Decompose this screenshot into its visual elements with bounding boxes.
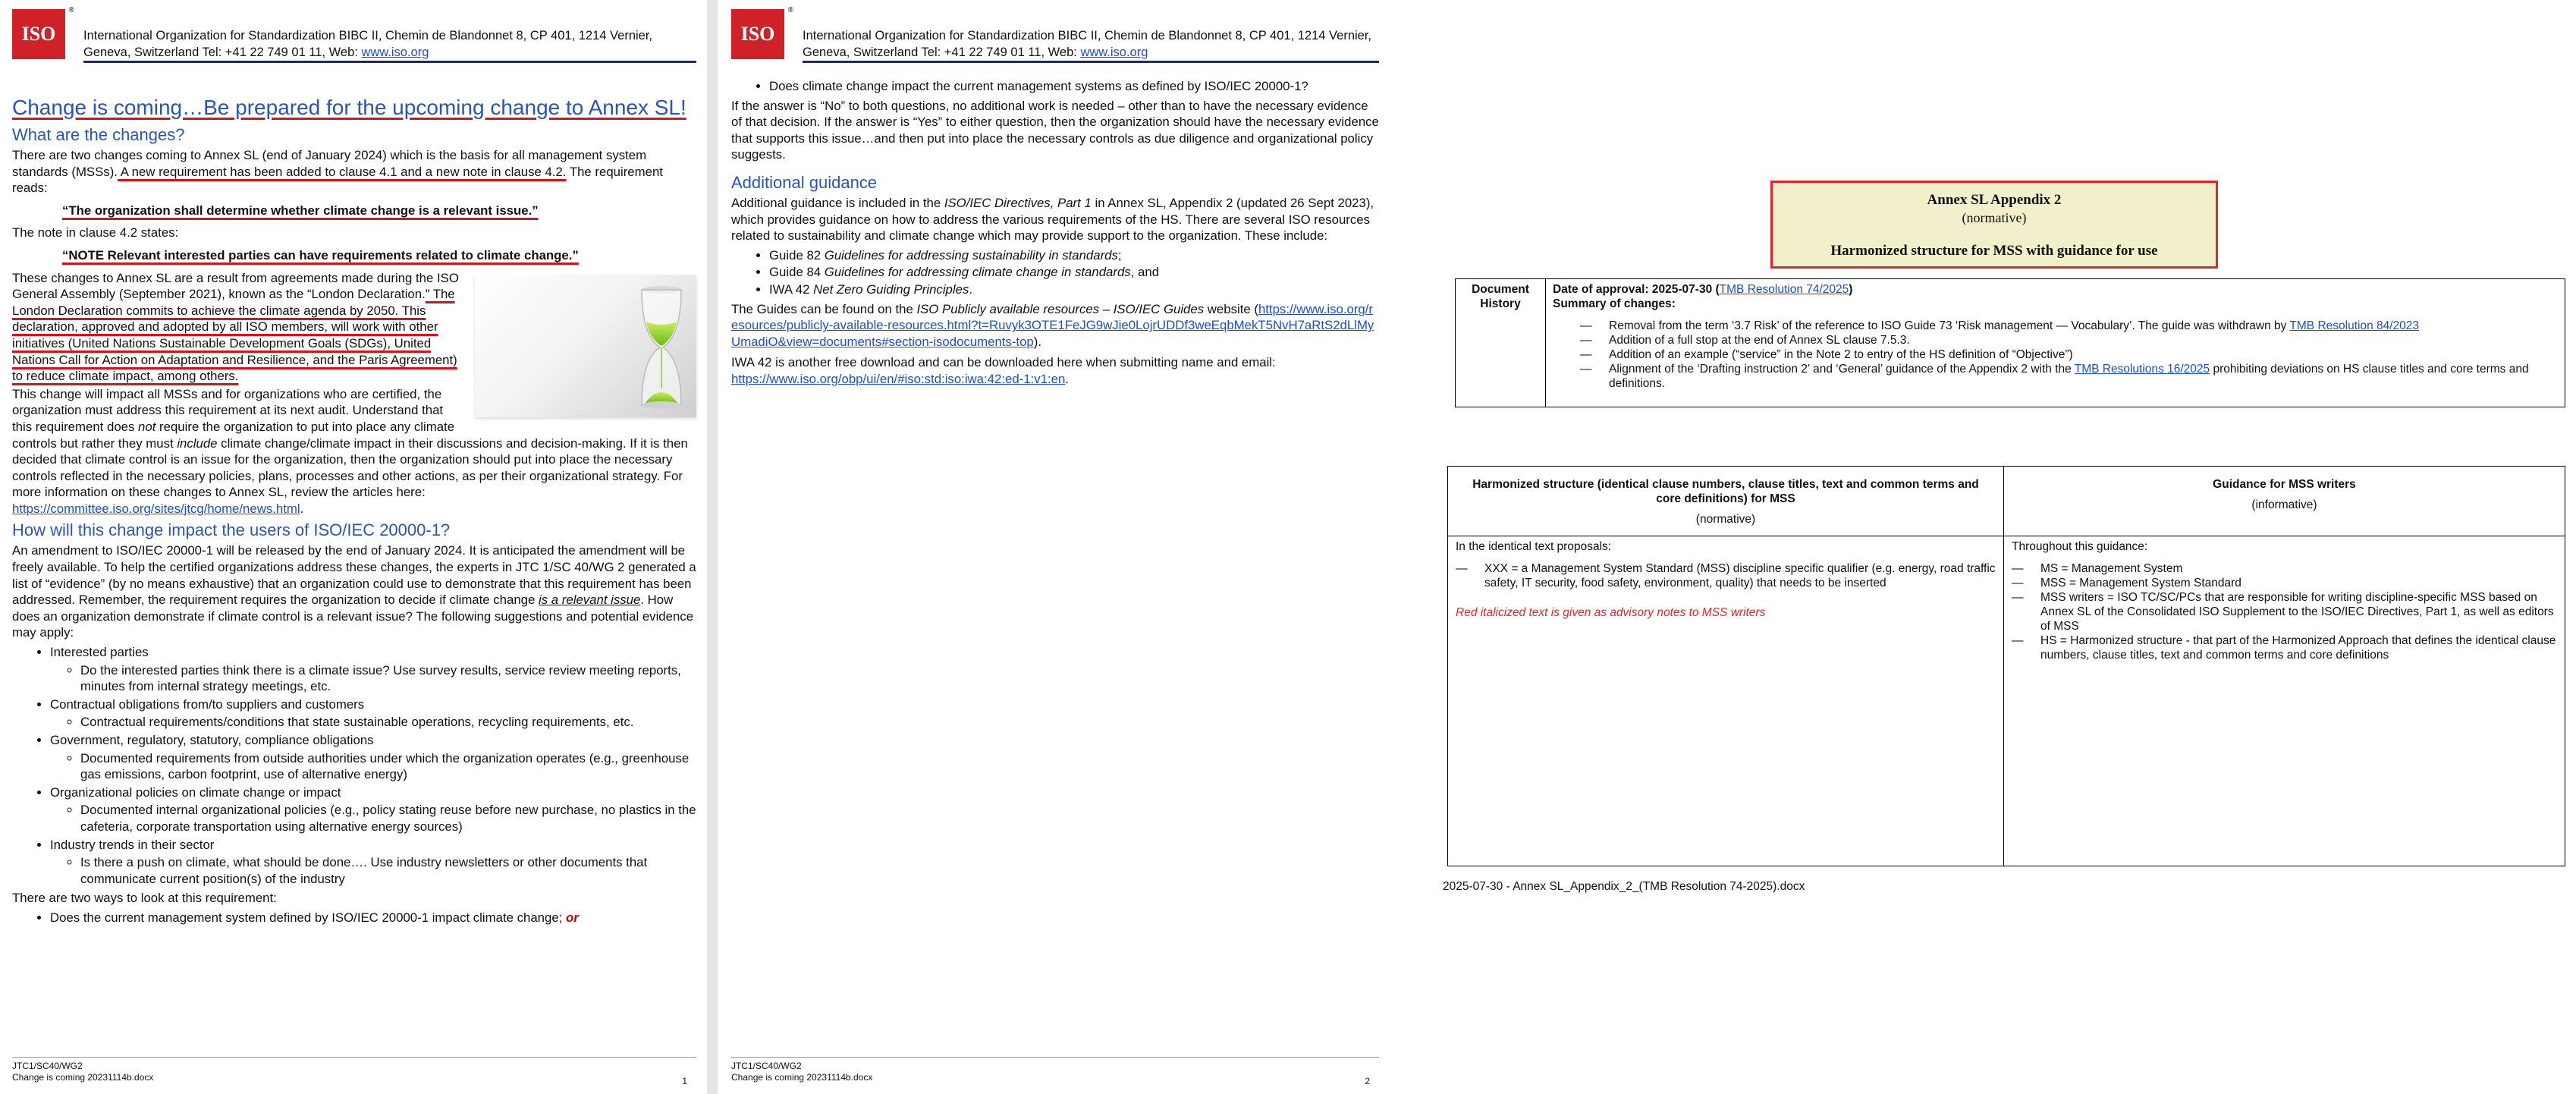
tmb-resolution-74-link[interactable]: TMB Resolution 74/2025 <box>1719 283 1849 296</box>
list-item: • IWA 42 Net Zero Guiding Principles. <box>769 281 1379 298</box>
list-item: — MS = Management System <box>2012 561 2557 576</box>
hs-column-header: Harmonized structure (identical clause numbers, clause titles, text and common terms and core definitions) for MSS (normative) <box>1448 467 2003 536</box>
page-header <box>12 6 696 61</box>
section-heading-changes: What are the changes? <box>12 125 185 144</box>
paragraph-note-intro: The note in clause 4.2 states: <box>12 225 179 240</box>
hs-column-body: In the identical text proposals: — XXX = a Management System Standard (MSS) discipline specific qualifier (e.g. energy, road traffic safety, IT security, food safety, environment, quality) that needs to be inserted Red italicized text is given as advisory notes to MSS writers <box>1448 536 2003 623</box>
document-history-table <box>1455 278 2565 407</box>
list-item: • Does the current management system defined by ISO/IEC 20000-1 impact climate change; or <box>50 910 696 926</box>
list-item: — MSS = Management System Standard <box>2012 576 2557 590</box>
paragraph-london-declaration: These changes to Annex SL are a result from agreements made during the ISO General Assembly (September 2021), known as the “London Declaration.” The London Declaration commits to achieve the climate agenda by 2050. This declaration, approved and adopted by all ISO members, will work with other initiatives (United Nations Sustainable Development Goals (SDGs), United Nations Call for Action on Adaptation and Resilience, and the Paris Agreement) to reduce climate impact, among others. <box>12 270 459 384</box>
document-history-label: Document History <box>1456 279 1546 407</box>
list-item: — Addition of an example (“service” in the Note 2 to entry of the HS definition of “Objective”) <box>1580 347 2559 362</box>
tmb-resolution-16-link[interactable]: TMB Resolutions 16/2025 <box>2074 363 2210 376</box>
annex-normative: (normative) <box>1962 210 2027 225</box>
page-number: 2 <box>1365 1076 1370 1086</box>
hourglass-image <box>475 275 696 417</box>
list-item: — Alignment of the ‘Drafting instruction 2’ and ‘General’ guidance of the Appendix 2 with the TMB Resolutions 16/2025 prohibiting deviations on HS clause titles and core terms and definitions. <box>1580 362 2559 391</box>
tmb-resolution-84-link[interactable]: TMB Resolution 84/2023 <box>2289 319 2420 332</box>
page-footer: JTC1/SC40/WG2 Change is coming 20231114b.docx 2 <box>731 1057 1379 1083</box>
ways-list-continued <box>731 78 1379 95</box>
paragraph-impact: This change will impact all MSSs and for organizations who are certified, the organization must address this requirement at its next audit. Understand that this requirement does not require the organization to put into place any climate controls but rather they must include climate change/climate impact in their discussions and decision-making. If it is then decided that climate control is an issue for the organization, then the organization should put into place the necessary controls reflected in the necessary policies, plans, processes and other actions, as per their organizational strategy. For more information on these changes to Annex SL, review the articles here: https://committee.iso.org/sites/jtcg/home/news.html. <box>12 386 688 516</box>
guides-list <box>731 247 1379 298</box>
list-item: • Government, regulatory, statutory, compliance obligations ◦ Documented requirements from outside authorities under which the organization operates (e.g., greenhouse gas emissions, carbon footprint, use of alternative energy) <box>50 732 696 783</box>
paragraph-iwa42: IWA 42 is another free download and can be downloaded here when submitting name and email: https://www.iso.org/obp/ui/en/#iso:std:iso:iwa:42:ed-1:v1:en. <box>731 355 1276 386</box>
evidence-list <box>12 644 696 887</box>
section-heading-additional: Additional guidance <box>731 172 878 192</box>
list-item: — MSS writers = ISO TC/SC/PCs that are responsible for writing discipline-specific MSS based on Annex SL of the Consolidated ISO Supplement to the ISO/IEC Directives, Part 1, as well as editors of MSS <box>2012 590 2557 633</box>
iso-logo: ISO ® <box>731 9 784 59</box>
paragraph-guidance: Additional guidance is included in the ISO/IEC Directives, Part 1 in Annex SL, Appendix 2 (updated 26 Sept 2023), which provides guidance on how to address the various requirements of the HS. There are several ISO resources related to sustainability and climate change which may provide support to the organization. These include: <box>731 195 1374 244</box>
header-address: International Organization for Standardization BIBC II, Chemin de Blandonnet 8, CP 401, 1214 Vernier, Geneva, Switzerland Tel: +41 22 749 01 11, Web: www.iso.org <box>803 29 1372 59</box>
document-page-1 <box>0 0 707 1094</box>
annex-subtitle: Harmonized structure for MSS with guidance for use <box>1830 243 2158 259</box>
page-body <box>12 90 696 929</box>
paragraph-two-ways: There are two ways to look at this requirement: <box>12 891 277 906</box>
mss-guidance-table <box>1447 466 2565 866</box>
page-header <box>731 6 1379 61</box>
section-heading-impact: How will this change impact the users of ISO/IEC 20000-1? <box>12 520 451 540</box>
requirement-quote: “The organization shall determine whether climate change is a relevant issue.” <box>62 203 539 218</box>
annex-title-box <box>1770 181 2218 269</box>
advisory-note: Red italicized text is given as advisory notes to MSS writers <box>1456 606 1766 619</box>
header-rule <box>803 61 1379 63</box>
jtcg-news-link[interactable]: https://committee.iso.org/sites/jtcg/home/news.html <box>12 501 300 516</box>
document-title: Change is coming…Be prepared for the upcoming change to Annex SL! <box>12 96 686 119</box>
hs-column <box>1448 467 2004 866</box>
list-item: • Guide 84 Guidelines for addressing climate change in standards, and <box>769 264 1379 281</box>
paragraph-changes: There are two changes coming to Annex SL (end of January 2024) which is the basis for all management system standards (MSSs). A new requirement has been added to clause 4.1 and a new note in clause 4.2. The requirement reads: <box>12 148 663 196</box>
list-item: • Guide 82 Guidelines for addressing sustainability in standards; <box>769 247 1379 264</box>
list-subitem: ◦ Do the interested parties think there is a climate issue? Use survey results, service review meeting reports, minutes from internal strategy meetings, etc. <box>80 662 696 695</box>
note-quote: “NOTE Relevant interested parties can have requirements related to climate change.” <box>62 247 579 262</box>
page-number: 1 <box>682 1076 687 1086</box>
list-subitem: ◦ Documented internal organizational policies (e.g., policy stating reuse before new purchase, no plastics in the cafeteria, corporate transportation using alternative energy sources) <box>80 802 696 835</box>
file-name: 2025-07-30 - Annex SL_Appendix_2_(TMB Resolution 74-2025).docx <box>1443 880 1805 893</box>
list-item: — XXX = a Management System Standard (MSS) discipline specific qualifier (e.g. energy, road traffic safety, IT security, food safety, environment, quality) that needs to be inserted <box>1456 561 1996 590</box>
list-item: — HS = Harmonized structure - that part of the Harmonized Approach that defines the identical clause numbers, clause titles, text and common terms and core definitions <box>2012 633 2557 662</box>
list-item: • Contractual obligations from/to suppliers and customers ◦ Contractual requirements/conditions that state sustainable operations, recycling requirements, etc. <box>50 696 696 731</box>
list-subitem: ◦ Documented requirements from outside authorities under which the organization operates (e.g., greenhouse gas emissions, carbon footprint, use of alternative energy) <box>80 750 696 783</box>
paragraph-amendment: An amendment to ISO/IEC 20000-1 will be released by the end of January 2024. It is anticipated the amendment will be freely available. To help the certified organizations address these changes, the experts in JTC 1/SC 40/WG 2 generated a list of “evidence” (by no means exhaustive) that an organization could use to demonstrate that this requirement has been addressed. Remember, the requirement requires the organization to decide if climate change is a relevant issue. How does an organization demonstrate if climate control is a relevant issue? The following suggestions and potential evidence may apply: <box>12 543 696 640</box>
header-rule <box>83 61 696 63</box>
iso-logo: ISO ® <box>12 9 65 59</box>
guides-link[interactable]: https://www.iso.org/resources/publicly-available-resources.html?t=Ruvyk3OTE1FeJG9wJie0LojrUDDf3weEqbMekT5NvH7aRtS2dLlMyUmadiO&view=documents#section-isodocuments-top <box>731 301 1374 349</box>
annex-sl-page <box>1443 0 2576 1094</box>
iso-web-link[interactable]: www.iso.org <box>1080 46 1148 59</box>
paragraph-guides-location: The Guides can be found on the ISO Publicly available resources – ISO/IEC Guides website (https://www.iso.org/resources/publicly-available-resources.html?t=Ruvyk3OTE1FeJG9wJie0LojrUDDf3weEqbMekT5NvH7aRtS2dLlMyUmadiO&view=documents#section-isodocuments-top). <box>731 301 1374 349</box>
page-footer: JTC1/SC40/WG2 Change is coming 20231114b.docx 1 <box>12 1057 696 1083</box>
list-item: • Does climate change impact the current management systems as defined by ISO/IEC 20000-1? <box>769 78 1379 95</box>
document-page-2 <box>718 0 1443 1094</box>
iwa42-link[interactable]: https://www.iso.org/obp/ui/en/#iso:std:iso:iwa:42:ed-1:v1:en <box>731 371 1066 386</box>
list-item: • Interested parties ◦ Do the interested parties think there is a climate issue? Use survey results, service review meeting reports, minutes from internal strategy meetings, etc. <box>50 644 696 695</box>
changes-list <box>1553 319 2559 391</box>
paragraph-answer: If the answer is “No” to both questions, no additional work is needed – other than to have the necessary evidence of that decision. If the answer is “Yes” to either question, then the organization should have the necessary evidence that supports this issue…and then put into place the necessary controls as due diligence and organizational policy suggests. <box>731 98 1379 162</box>
header-address: International Organization for Standardization BIBC II, Chemin de Blandonnet 8, CP 401, 1214 Vernier, Geneva, Switzerland Tel: +41 22 749 01 11, Web: www.iso.org <box>83 29 653 59</box>
list-item: — Removal from the term ‘3.7 Risk’ of the reference to ISO Guide 73 ‘Risk management — Vocabulary’. The guide was withdrawn by TMB Resolution 84/2023 <box>1580 319 2559 333</box>
guidance-column-body: Throughout this guidance: — MS = Management System — MSS = Management System Standard — MSS writers = ISO TC/SC/PCs that are responsible for writing discipline-specific MSS based on Annex SL of the Consolidated ISO Supplement to the ISO/IEC Directives, Part 1, as well as editors of MSS — HS = Harmonized structure - that part of the Harmonized Approach that defines the identical clause numbers, clause titles, text and common terms and core definitions <box>2004 536 2565 665</box>
guidance-column-header: Guidance for MSS writers (informative) <box>2004 467 2565 536</box>
list-subitem: ◦ Contractual requirements/conditions that state sustainable operations, recycling requirements, etc. <box>80 714 696 731</box>
list-item: — Addition of a full stop at the end of Annex SL clause 7.5.3. <box>1580 333 2559 347</box>
document-history-content: Date of approval: 2025-07-30 (TMB Resolution 74/2025) Summary of changes: — Removal from the term ‘3.7 Risk’ of the reference to ISO Guide 73 ‘Risk management — Vocabulary’. The guide was withdrawn by TMB Resolution 84/2023 — Addition of a full stop at the end of Annex SL clause 7.5.3. — Addition of an example (“service” in the Note 2 to entry of the HS definition of “Objective”) — Alignment of the ‘Drafting instruction 2’ and ‘General’ guidance of the Appendix 2 with the TMB Resolutions 16/2025 prohibiting deviations on HS clause titles and core terms and definitions. <box>1553 282 2559 391</box>
iso-web-link[interactable]: www.iso.org <box>361 46 429 59</box>
ways-list <box>12 910 696 926</box>
list-item: • Industry trends in their sector ◦ Is there a push on climate, what should be done…. Use industry newsletters or other documents that communicate current position(s) of the industry <box>50 837 696 888</box>
annex-title: Annex SL Appendix 2 <box>1927 192 2062 208</box>
page-body <box>731 77 1379 389</box>
list-item: • Organizational policies on climate change or impact ◦ Documented internal organizational policies (e.g., policy stating reuse before new purchase, no plastics in the cafeteria, corporate transportation using alternative energy sources) <box>50 784 696 835</box>
guidance-column <box>2004 467 2565 866</box>
list-subitem: ◦ Is there a push on climate, what should be done…. Use industry newsletters or other documents that communicate current position(s) of the industry <box>80 854 696 887</box>
